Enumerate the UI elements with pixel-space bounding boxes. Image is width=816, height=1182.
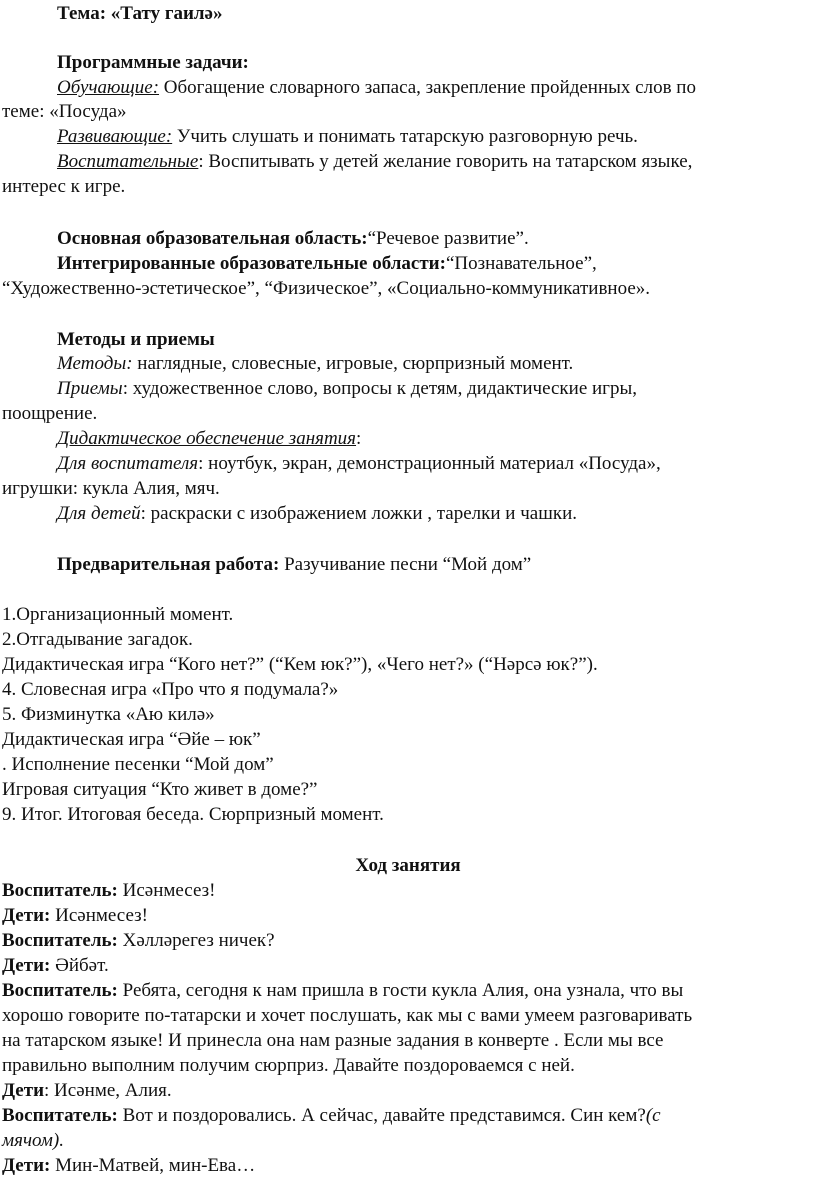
dialogue-line: Дети: Мин-Матвей, мин-Ева… — [2, 1155, 256, 1176]
dialogue-line-cont: мячом). — [2, 1130, 65, 1151]
dialogue-line: Воспитатель: Ребята, сегодня к нам пришла в гости кукла Алия, она узнала, что вы — [2, 980, 684, 1001]
plan-item: 4. Словесная игра «Про что я подумала?» — [2, 679, 339, 700]
dialogue-line: Воспитатель: Вот и поздоровались. А сейчас, давайте представимся. Син кем?(с — [2, 1105, 661, 1126]
teaching-label: Обучающие: — [57, 77, 160, 98]
developing-label: Развивающие: — [57, 126, 173, 147]
dialogue-line-cont: на татарском языке! И принесла она нам разные задания в конверте . Если мы все — [2, 1030, 664, 1051]
speaker-teacher: Воспитатель: — [2, 930, 118, 951]
educational-label: Воспитательные — [57, 151, 199, 172]
educational-line: Воспитательные: Воспитывать у детей желание говорить на татарском языке, — [57, 151, 693, 172]
speaker-children: Дети: — [2, 905, 51, 926]
teaching-line: Обучающие: Обогащение словарного запаса, закрепление пройденных слов по — [57, 77, 696, 98]
plan-item: Игровая ситуация “Кто живет в доме?” — [2, 779, 318, 800]
plan-item: 9. Итог. Итоговая беседа. Сюрпризный момент. — [2, 804, 384, 825]
speaker-teacher: Воспитатель: — [2, 980, 118, 1001]
integrated-area-line: Интегрированные образовательные области:“Познавательное”, — [57, 253, 597, 274]
theme-line — [57, 2, 223, 26]
prep-line: Предварительная работа: Разучивание песни “Мой дом” — [57, 554, 532, 575]
dialogue-line-cont: правильно выполним получим сюрприз. Давайте поздороваемся с ней. — [2, 1055, 575, 1076]
speaker-teacher: Воспитатель: — [2, 1105, 118, 1126]
speaker-teacher: Воспитатель: — [2, 880, 118, 901]
dialogue-line: Воспитатель: Исәнмесез! — [2, 880, 216, 901]
teacher-materials-line-2: игрушки: кукла Алия, мяч. — [2, 478, 220, 499]
speaker-children: Дети: — [2, 955, 51, 976]
methods-heading: Методы и приемы — [57, 329, 215, 350]
dialogue-line: Дети: Әйбәт. — [2, 955, 109, 976]
dialogue-line: Дети: Исәнме, Алия. — [2, 1080, 172, 1101]
teacher-materials-line: Для воспитателя: ноутбук, экран, демонстрационный материал «Посуда», — [57, 453, 661, 474]
theme-value: «Тату гаилә» — [110, 3, 223, 24]
teaching-line-2: теме: «Посуда» — [2, 101, 127, 122]
tasks-heading: Программные задачи: — [57, 52, 249, 73]
speaker-children: Дети: — [2, 1155, 51, 1176]
plan-item: 2.Отгадывание загадок. — [2, 629, 193, 650]
theme-label: Тема: — [57, 3, 107, 24]
plan-item: . Исполнение песенки “Мой дом” — [2, 754, 274, 775]
dialogue-line: Дети: Исәнмесез! — [2, 905, 148, 926]
educational-line-2: интерес к игре. — [2, 176, 126, 197]
main-area-line: Основная образовательная область:“Речевое развитие”. — [57, 228, 529, 249]
plan-item: 1.Организационный момент. — [2, 604, 234, 625]
speaker-children: Дети — [2, 1080, 45, 1101]
lesson-heading: Ход занятия — [355, 855, 461, 876]
plan-item: Дидактическая игра “Кого нет?” (“Кем юк?”), «Чего нет?» (“Нәрсә юк?”). — [2, 654, 598, 675]
plan-item: Дидактическая игра “Әйе – юк” — [2, 729, 261, 750]
methods-line: Методы: наглядные, словесные, игровые, сюрпризный момент. — [57, 353, 574, 374]
techniques-line: Приемы: художественное слово, вопросы к детям, дидактические игры, — [57, 378, 637, 399]
dialogue-line-cont: хорошо говорите по-татарски и хочет послушать, как мы с вами умеем разговаривать — [2, 1005, 693, 1026]
integrated-area-line-2: “Художественно-эстетическое”, “Физическое”, «Социально-коммуникативное». — [2, 278, 651, 299]
support-line: Дидактическое обеспечение занятия: — [57, 428, 362, 449]
plan-item: 5. Физминутка «Аю килә» — [2, 704, 215, 725]
developing-line: Развивающие: Учить слушать и понимать татарскую разговорную речь. — [57, 126, 638, 147]
dialogue-line: Воспитатель: Хәлләрегез ничек? — [2, 930, 275, 951]
techniques-line-2: поощрение. — [2, 403, 98, 424]
children-materials-line: Для детей: раскраски с изображением ложки , тарелки и чашки. — [57, 503, 577, 524]
